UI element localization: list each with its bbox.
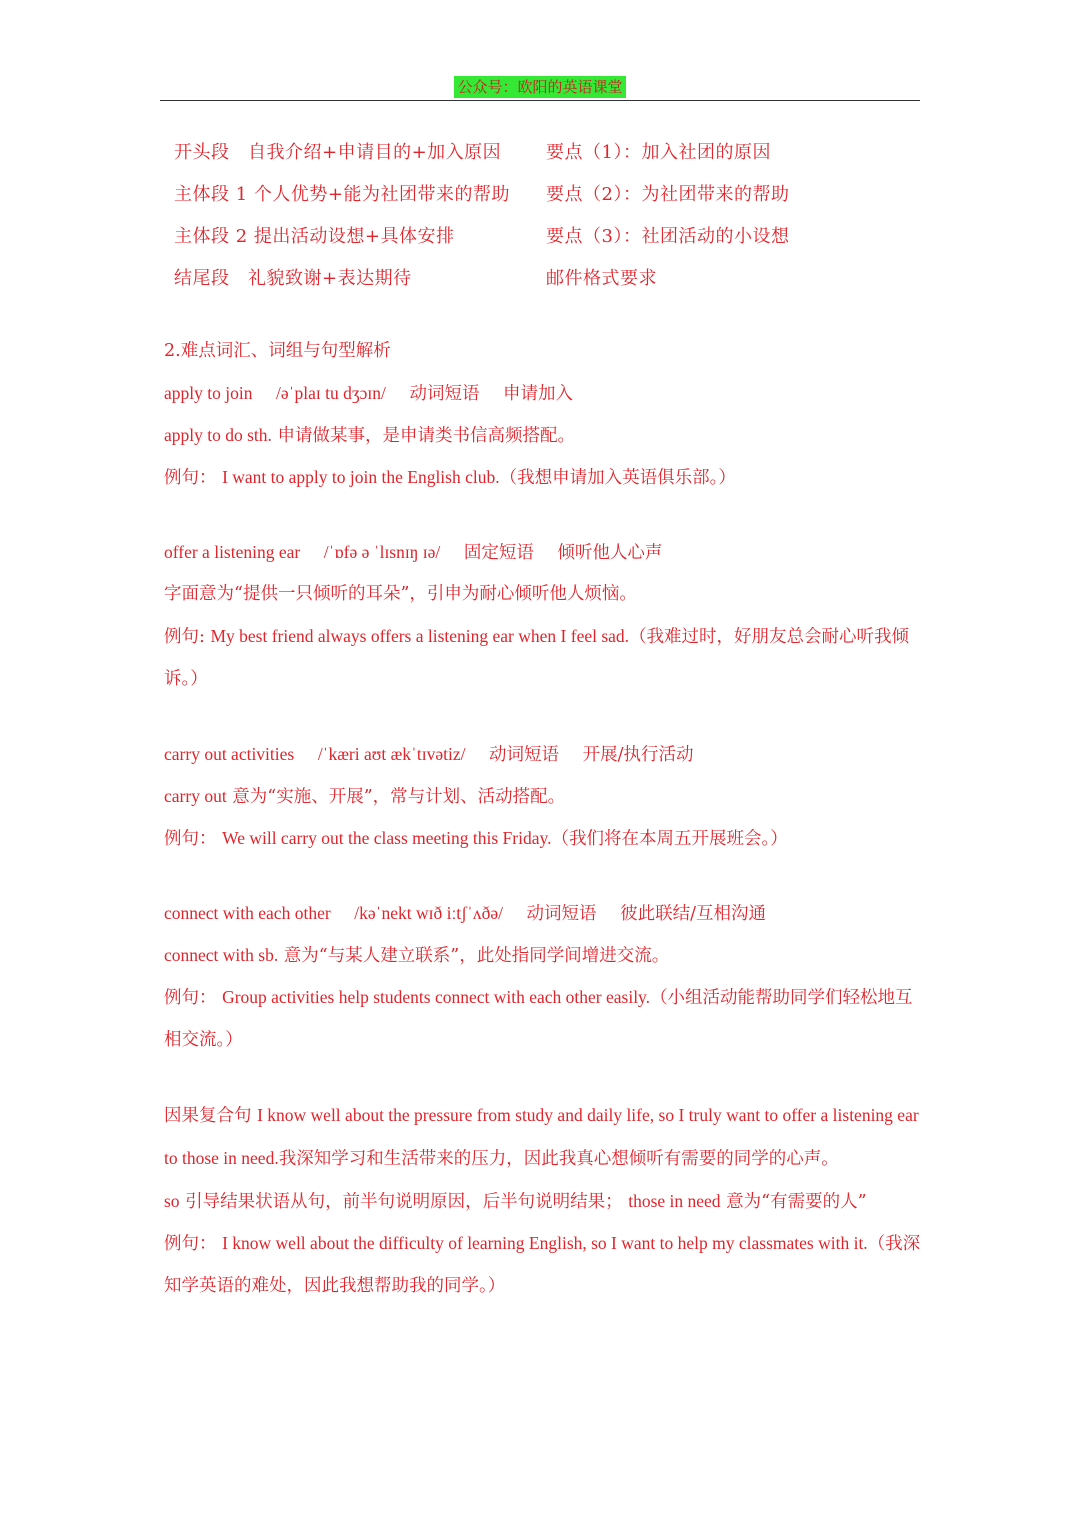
sentence-example bbox=[164, 1222, 924, 1307]
example-label: 例句: bbox=[164, 627, 205, 647]
entry-pos: 固定短语 bbox=[463, 543, 534, 563]
vocabulary-section bbox=[164, 330, 924, 1307]
entry-note-cn: 意为“与某人建立联系”，此处指同学间增进交流。 bbox=[283, 946, 670, 966]
structure-row bbox=[174, 256, 914, 298]
example-cn: （小组活动能帮助同学们轻松地互相交流。） bbox=[164, 988, 913, 1050]
page-header bbox=[160, 74, 920, 101]
entry-phonetic: /ˈɒfə ə ˈlɪsnɪŋ ɪə/ bbox=[323, 542, 441, 562]
structure-row bbox=[174, 214, 914, 256]
entry-headline bbox=[164, 531, 924, 573]
entry-note-cn: 申请做某事，是申请类书信高频搭配。 bbox=[277, 426, 575, 446]
entry-meaning: 开展/执行活动 bbox=[582, 745, 694, 765]
example-cn: （我深知学英语的难处，因此我想帮助我的同学。） bbox=[164, 1234, 921, 1296]
entry-note-en: carry out bbox=[164, 786, 227, 806]
structure-paragraph: 开头段 自我介绍+申请目的+加入原因 bbox=[174, 142, 502, 163]
entry-phrase: connect with each other bbox=[164, 903, 331, 923]
sentence-label: 因果复合句 bbox=[164, 1106, 252, 1126]
entry-example bbox=[164, 456, 924, 498]
entry-phonetic: /kəˈnekt wɪð iːtʃˈʌðə/ bbox=[354, 903, 503, 923]
entry-example bbox=[164, 976, 924, 1061]
section-title: 2.难点词汇、词组与句型解析 bbox=[164, 341, 391, 361]
entry-note-en: apply to do sth. bbox=[164, 425, 272, 445]
example-en: Group activities help students connect with each other easily. bbox=[222, 987, 651, 1007]
entry-meaning: 申请加入 bbox=[503, 384, 574, 404]
structure-point: 要点（1）：加入社团的原因 bbox=[546, 142, 771, 163]
sentence-note-cn1: 引导结果状语从句，前半句说明原因，后半句说明结果； bbox=[185, 1192, 623, 1212]
example-label: 例句： bbox=[164, 1234, 217, 1254]
entry-note bbox=[164, 573, 924, 615]
structure-point: 要点（2）：为社团带来的帮助 bbox=[546, 184, 790, 205]
entry-example bbox=[164, 615, 924, 700]
structure-row bbox=[174, 172, 914, 214]
structure-paragraph: 主体段 2 提出活动设想+具体安排 bbox=[174, 226, 455, 247]
sentence-en: I know well about the pressure from study and daily life, so I truly want to offer a listening ear to those in need. bbox=[164, 1105, 919, 1168]
entry-pos: 动词短语 bbox=[489, 745, 560, 765]
entry-meaning: 彼此联结/互相沟通 bbox=[620, 904, 767, 924]
entry-phonetic: /ˈkæri aʊt ækˈtɪvətiz/ bbox=[317, 744, 466, 764]
entry-note-en: connect with sb. bbox=[164, 945, 279, 965]
entry-headline bbox=[164, 733, 924, 775]
entry-pos: 动词短语 bbox=[526, 904, 597, 924]
structure-paragraph: 主体段 1 个人优势+能为社团带来的帮助 bbox=[174, 184, 510, 205]
example-cn: （我难过时，好朋友总会耐心听我倾诉。） bbox=[164, 627, 910, 689]
entry-note bbox=[164, 775, 924, 817]
example-cn: （我想申请加入英语俱乐部。） bbox=[499, 468, 736, 488]
sentence-note bbox=[164, 1180, 924, 1222]
entry-meaning: 倾听他人心声 bbox=[557, 543, 663, 563]
entry-note-cn: 字面意为“提供一只倾听的耳朵”，引申为耐心倾听他人烦恼。 bbox=[164, 584, 637, 604]
sentence-note-en2: those in need bbox=[628, 1191, 721, 1211]
example-label: 例句： bbox=[164, 829, 217, 849]
entry-phrase: apply to join bbox=[164, 383, 253, 403]
sentence-note-cn2: 意为“有需要的人” bbox=[726, 1192, 867, 1212]
entry-phrase: offer a listening ear bbox=[164, 542, 301, 562]
account-label: 公众号：欧阳的英语课堂 bbox=[454, 76, 625, 98]
example-label: 例句： bbox=[164, 468, 217, 488]
entry-pos: 动词短语 bbox=[409, 384, 480, 404]
entry-example bbox=[164, 817, 924, 859]
example-cn: （我们将在本周五开展班会。） bbox=[551, 829, 788, 849]
entry-note-cn: 意为“实施、开展”，常与计划、活动搭配。 bbox=[232, 787, 566, 807]
entry-phonetic: /əˈplaɪ tu dʒɔɪn/ bbox=[276, 383, 386, 403]
example-en: We will carry out the class meeting this Friday. bbox=[222, 828, 552, 848]
structure-row bbox=[174, 130, 914, 172]
structure-point: 要点（3）：社团活动的小设想 bbox=[546, 226, 790, 247]
entry-note bbox=[164, 414, 924, 456]
structure-point: 邮件格式要求 bbox=[546, 268, 657, 289]
example-label: 例句： bbox=[164, 988, 217, 1008]
sentence-note-so: so bbox=[164, 1191, 180, 1211]
example-en: I know well about the difficulty of learning English, so I want to help my classmates with it. bbox=[222, 1233, 868, 1253]
example-en: My best friend always offers a listening ear when I feel sad. bbox=[210, 626, 630, 646]
entry-phrase: carry out activities bbox=[164, 744, 295, 764]
entry-note bbox=[164, 934, 924, 976]
entry-headline bbox=[164, 892, 924, 934]
entry-headline bbox=[164, 372, 924, 414]
essay-structure-table bbox=[174, 130, 914, 298]
example-en: I want to apply to join the English club. bbox=[222, 467, 500, 487]
sentence-cn: 我深知学习和生活带来的压力，因此我真心想倾听有需要的同学的心声。 bbox=[278, 1149, 839, 1169]
structure-paragraph: 结尾段 礼貌致谢+表达期待 bbox=[174, 268, 412, 289]
sentence-block bbox=[164, 1094, 924, 1180]
